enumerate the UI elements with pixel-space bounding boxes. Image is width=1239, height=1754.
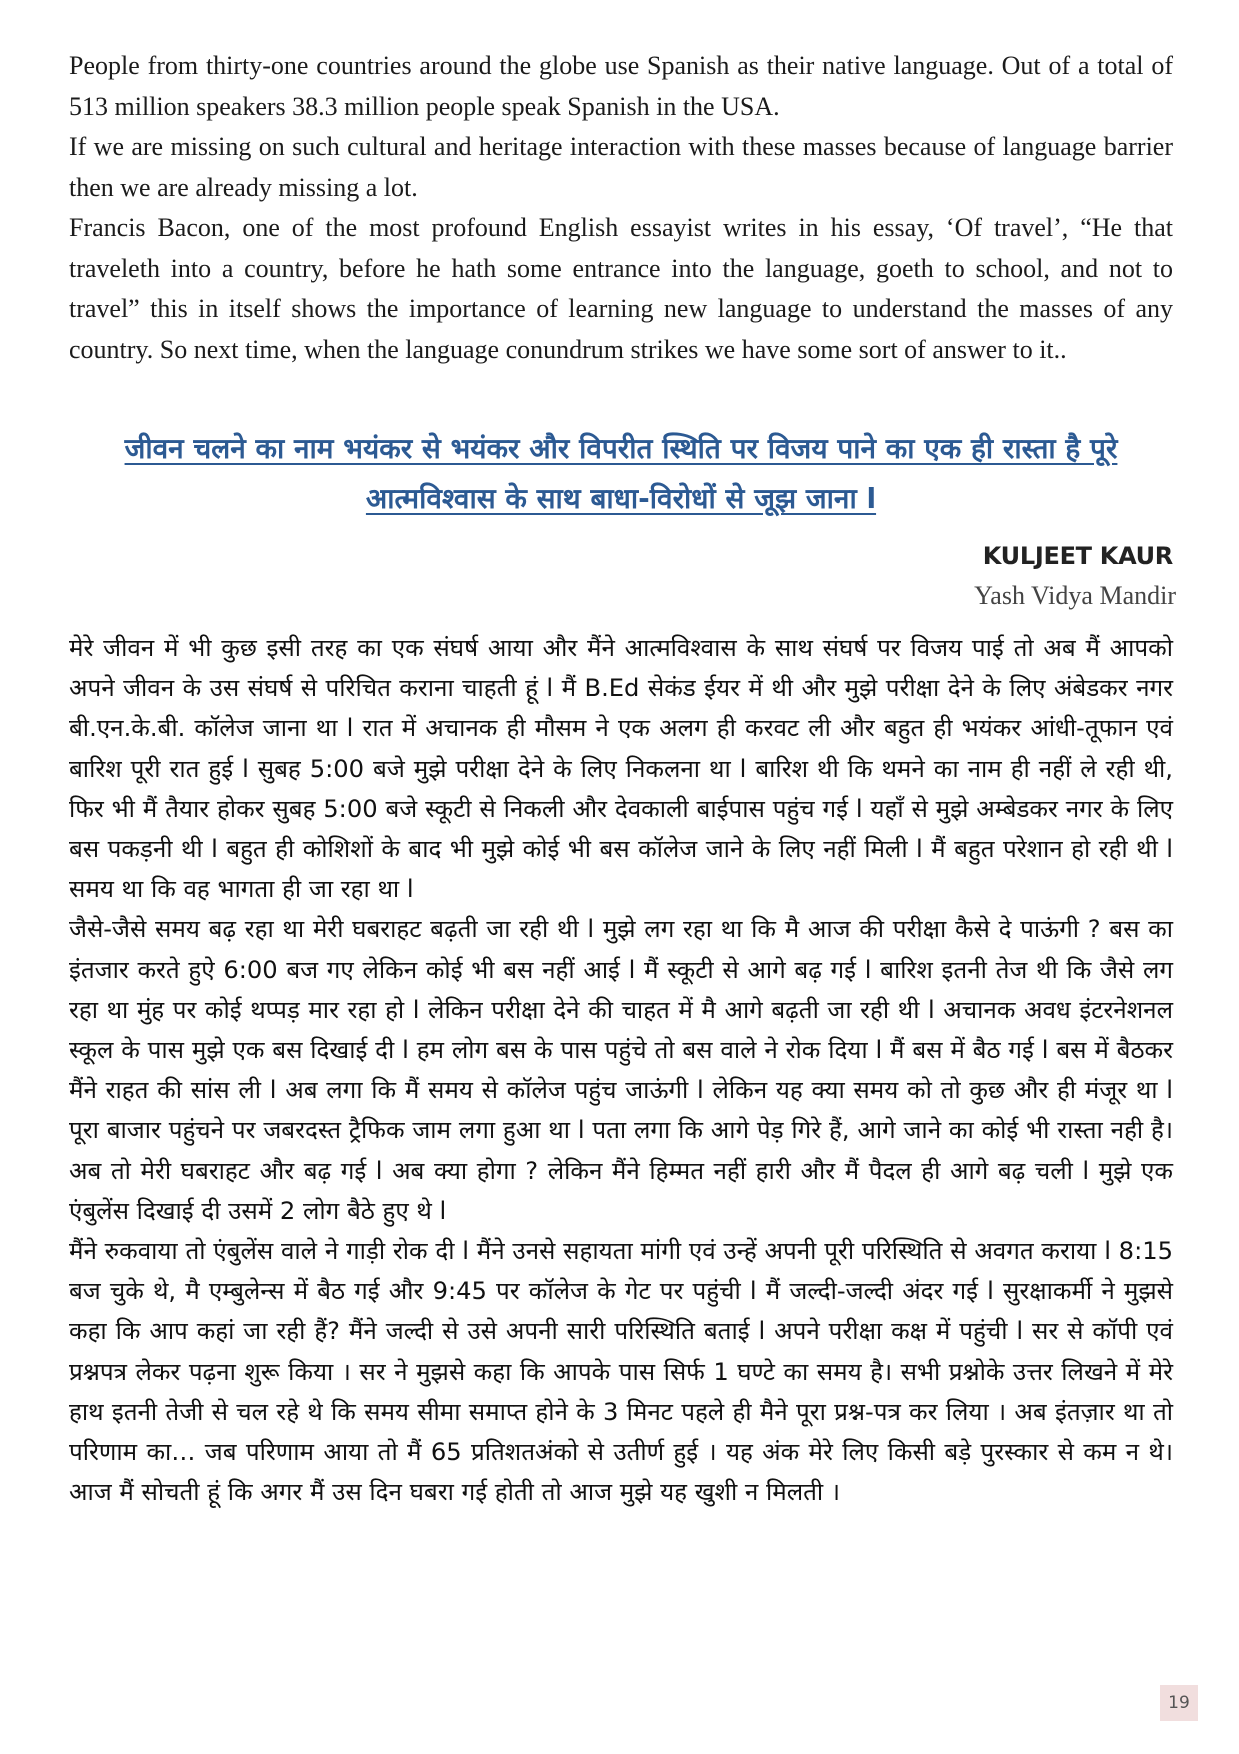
english-article-text xyxy=(69,46,1173,370)
author-name: KULJEET KAUR xyxy=(982,542,1173,570)
hindi-paragraph-1: मेरे जीवन में भी कुछ इसी तरह का एक संघर्ष आया और मैंने आत्मविश्वास के साथ संघर्ष पर विजय पाई तो अब मैं आपको अपने जीवन के उस संघर्ष से परिचित कराना चाहती हूं l मैं B.Ed सेकंड ईयर में थी और मुझे परीक्षा देने के लिए अंबेडकर नगर बी.एन.के.बी. कॉलेज जाना था l रात में अचानक ही मौसम ने एक अलग ही करवट ली और बहुत ही भयंकर आंधी-तूफान एवं बारिश पूरी रात हुई l सुबह 5:00 बजे मुझे परीक्षा देने के लिए निकलना था l बारिश थी कि थमने का नाम ही नहीं ले रही थी, फिर भी मैं तैयार होकर सुबह 5:00 बजे स्कूटी से निकली और देवकाली बाईपास पहुंच गई l यहाँ से मुझे अम्बेडकर नगर के लिए बस पकड़नी थी l बहुत ही कोशिशों के बाद भी मुझे कोई भी बस कॉलेज जाने के लिए नहीं मिली l मैं बहुत परेशान हो रही थी l समय था कि वह भागता ही जा रहा था l xyxy=(69,634,1173,904)
hindi-heading: जीवन चलने का नाम भयंकर से भयंकर और विपरीत स्थिति पर विजय पाने का एक ही रास्ता है पूरे आत्मविश्वास के साथ बाधा-विरोधों से जूझ जाना l xyxy=(124,432,1118,515)
author-school: Yash Vidya Mandir xyxy=(974,581,1176,610)
paragraph-language-barrier: If we are missing on such cultural and heritage interaction with these masses because of language barrier then we are already missing a lot. xyxy=(69,132,1173,202)
hindi-paragraph-2: जैसे-जैसे समय बढ़ रहा था मेरी घबराहट बढ़ती जा रही थी l मुझे लग रहा था कि मै आज की परीक्षा कैसे दे पाऊंगी ? बस का इंतजार करते हुऐ 6:00 बज गए लेकिन कोई भी बस नहीं आई l मैं स्कूटी से आगे बढ़ गई l बारिश इतनी तेज थी कि जैसे लग रहा था मुंह पर कोई थप्पड़ मार रहा हो l लेकिन परीक्षा देने की चाहत में मै आगे बढ़ती जा रही थी l अचानक अवध इंटरनेशनल स्कूल के पास मुझे एक बस दिखाई दी l हम लोग बस के पास पहुंचे तो बस वाले ने रोक दिया l मैं बस में बैठ गई l बस में बैठकर मैंने राहत की सांस ली l अब लगा कि मैं समय से कॉलेज पहुंच जाऊंगी l लेकिन यह क्या समय को तो कुछ और ही मंजूर था l पूरा बाजार पहुंचने पर जबरदस्त ट्रैफिक जाम लगा हुआ था l पता लगा कि आगे पेड़ गिरे हैं, आगे जाने का कोई भी रास्ता नही है। अब तो मेरी घबराहट और बढ़ गई l अब क्या होगा ? लेकिन मैंने हिम्मत नहीं हारी और मैं पैदल ही आगे बढ़ चली l मुझे एक एंबुलेंस दिखाई दी उसमें 2 लोग बैठे हुए थे l xyxy=(69,915,1173,1225)
paragraph-spanish-speakers: People from thirty-one countries around the globe use Spanish as their native language. Out of a total of 513 million speakers 38.3 million people speak Spanish in the USA. xyxy=(69,51,1173,121)
hindi-article-text xyxy=(69,628,1173,1512)
page-number: 19 xyxy=(1160,1685,1198,1721)
hindi-paragraph-3: मैंने रुकवाया तो एंबुलेंस वाले ने गाड़ी रोक दी l मैंने उनसे सहायता मांगी एवं उन्हें अपनी पूरी परिस्थिति से अवगत कराया l 8:15 बज चुके थे, मै एम्बुलेन्स में बैठ गई और 9:45 पर कॉलेज के गेट पर पहुंची l मैं जल्दी-जल्दी अंदर गई l सुरक्षाकर्मी ने मुझसे कहा कि आप कहां जा रही हैं? मैंने जल्दी से उसे अपनी सारी परिस्थिति बताई l अपने परीक्षा कक्ष में पहुंची l सर से कॉपी एवं प्रश्नपत्र लेकर पढ़ना शुरू किया । सर ने मुझसे कहा कि आपके पास सिर्फ 1 घण्टे का समय है। सभी प्रश्नोके उत्तर लिखने में मेरे हाथ इतनी तेजी से चल रहे थे कि समय सीमा समाप्त होने के 3 मिनट पहले ही मैने पूरा प्रश्न-पत्र कर लिया । अब इंतज़ार था तो परिणाम का… जब परिणाम आया तो मैं 65 प्रतिशतअंको से उतीर्ण हुई । यह अंक मेरे लिए किसी बड़े पुरस्कार से कम न थे। आज मैं सोचती हूं कि अगर मैं उस दिन घबरा गई होती तो आज मुझे यह खुशी न मिलती । xyxy=(69,1237,1173,1507)
paragraph-francis-bacon: Francis Bacon, one of the most profound English essayist writes in his essay, ‘Of travel’, “He that traveleth into a country, before he hath some entrance into the language, goeth to school, and not to travel” this in itself shows the importance of learning new language to understand the masses of any country. So next time, when the language conundrum strikes we have some sort of answer to it.. xyxy=(69,213,1173,364)
